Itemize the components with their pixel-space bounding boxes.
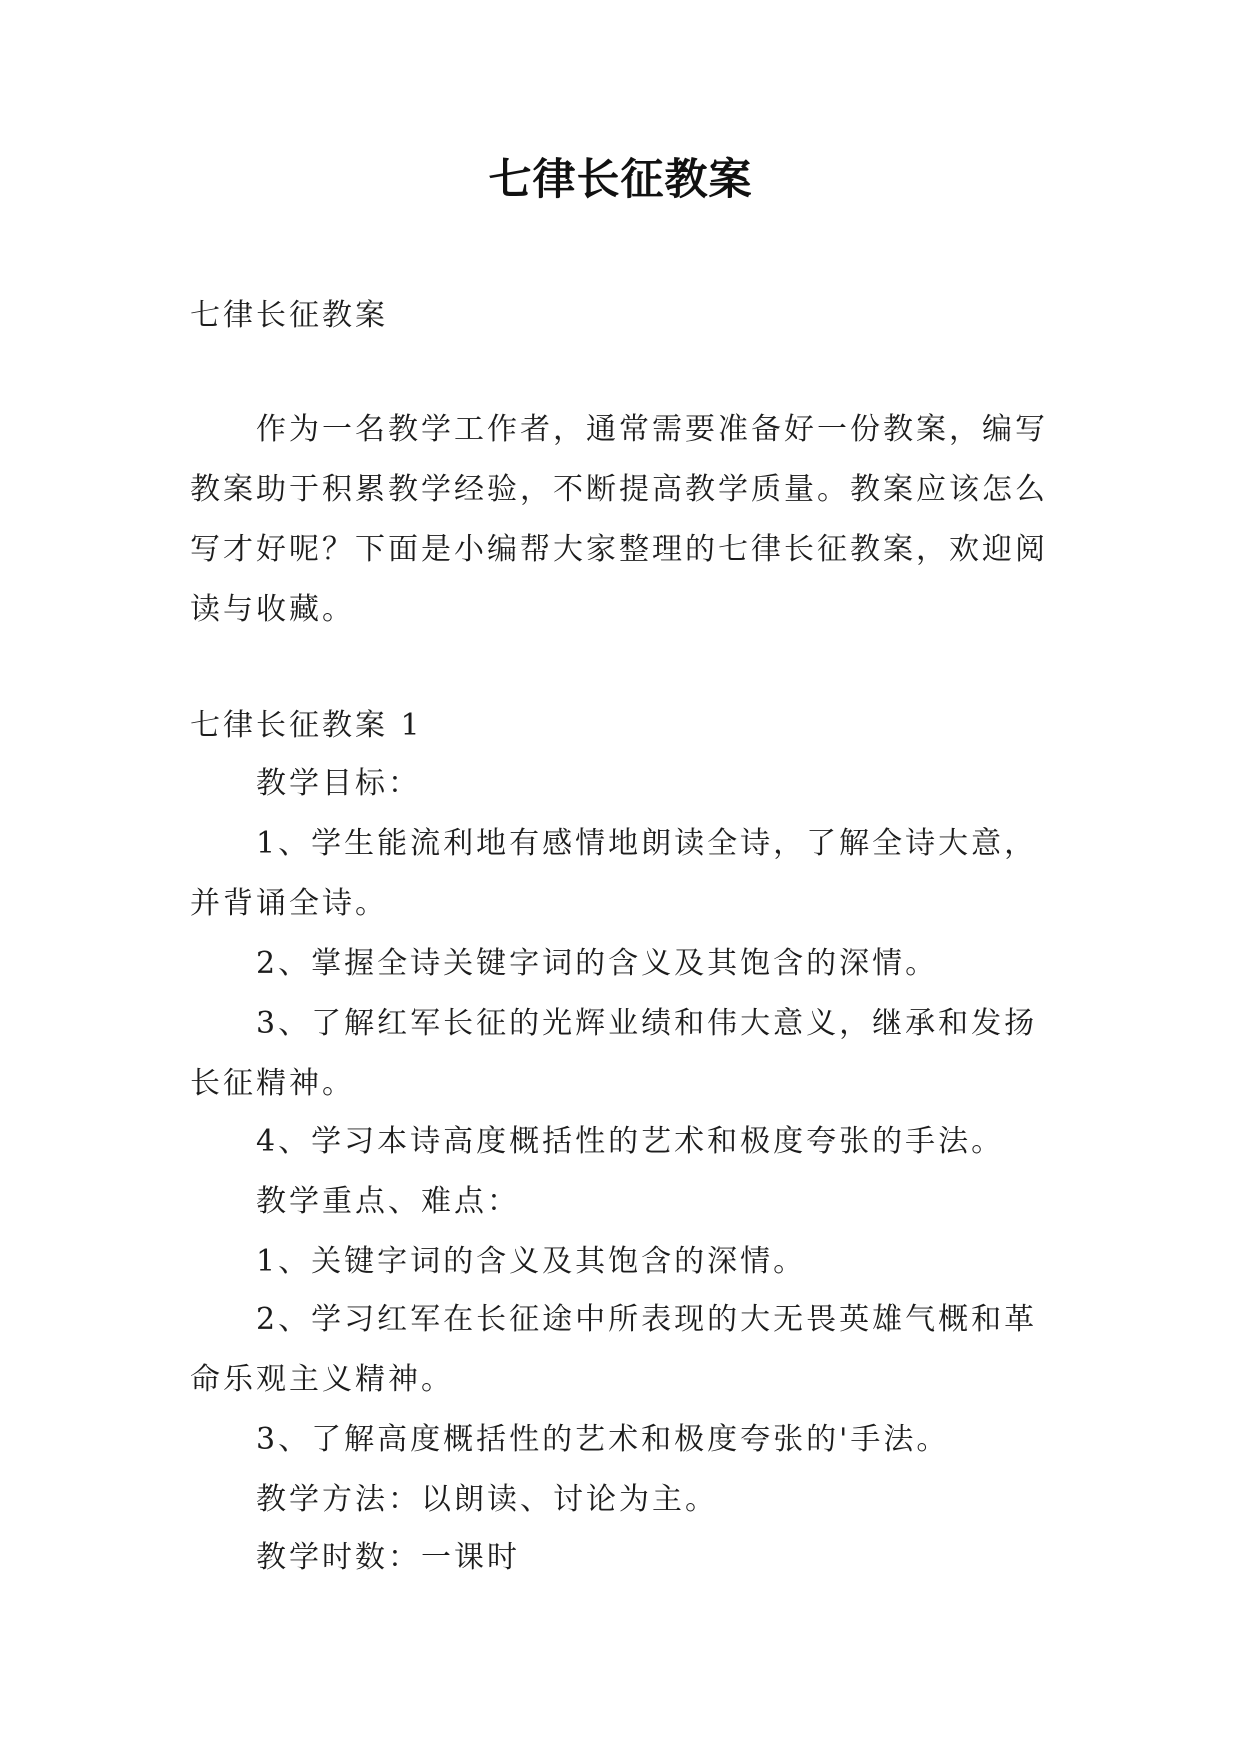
key-point-item: 3、了解高度概括性的艺术和极度夸张的'手法。: [256, 1422, 950, 1457]
goal-item: 4、学习本诗高度概括性的艺术和极度夸张的手法。: [256, 1124, 1005, 1159]
document-subtitle: 七律长征教案: [190, 298, 388, 333]
goal-item: 3、了解红军长征的光辉业绩和伟大意义，继承和发扬: [256, 1006, 1038, 1041]
document-title: 七律长征教案: [488, 155, 753, 205]
section-heading: 七律长征教案 1: [190, 708, 423, 743]
intro-paragraph-line: 写才好呢？下面是小编帮大家整理的七律长征教案，欢迎阅: [190, 532, 1048, 567]
goal-item-continuation: 长征精神。: [190, 1066, 355, 1101]
goal-item: 2、掌握全诗关键字词的含义及其饱含的深情。: [256, 946, 939, 981]
teaching-method: 教学方法：以朗读、讨论为主。: [256, 1482, 718, 1517]
goal-item-continuation: 并背诵全诗。: [190, 886, 388, 921]
intro-paragraph-line: 读与收藏。: [190, 592, 355, 627]
key-point-item-continuation: 命乐观主义精神。: [190, 1362, 454, 1397]
key-point-item: 2、学习红军在长征途中所表现的大无畏英雄气概和革: [256, 1302, 1038, 1337]
teaching-goals-heading: 教学目标：: [256, 766, 421, 801]
key-point-item: 1、关键字词的含义及其饱含的深情。: [256, 1244, 807, 1279]
intro-paragraph-line: 教案助于积累教学经验，不断提高教学质量。教案应该怎么: [190, 472, 1048, 507]
key-points-heading: 教学重点、难点：: [256, 1184, 520, 1219]
goal-item: 1、学生能流利地有感情地朗读全诗，了解全诗大意，: [256, 826, 1038, 861]
intro-paragraph-line: 作为一名教学工作者，通常需要准备好一份教案，编写: [256, 412, 1048, 447]
teaching-hours: 教学时数：一课时: [256, 1540, 520, 1575]
